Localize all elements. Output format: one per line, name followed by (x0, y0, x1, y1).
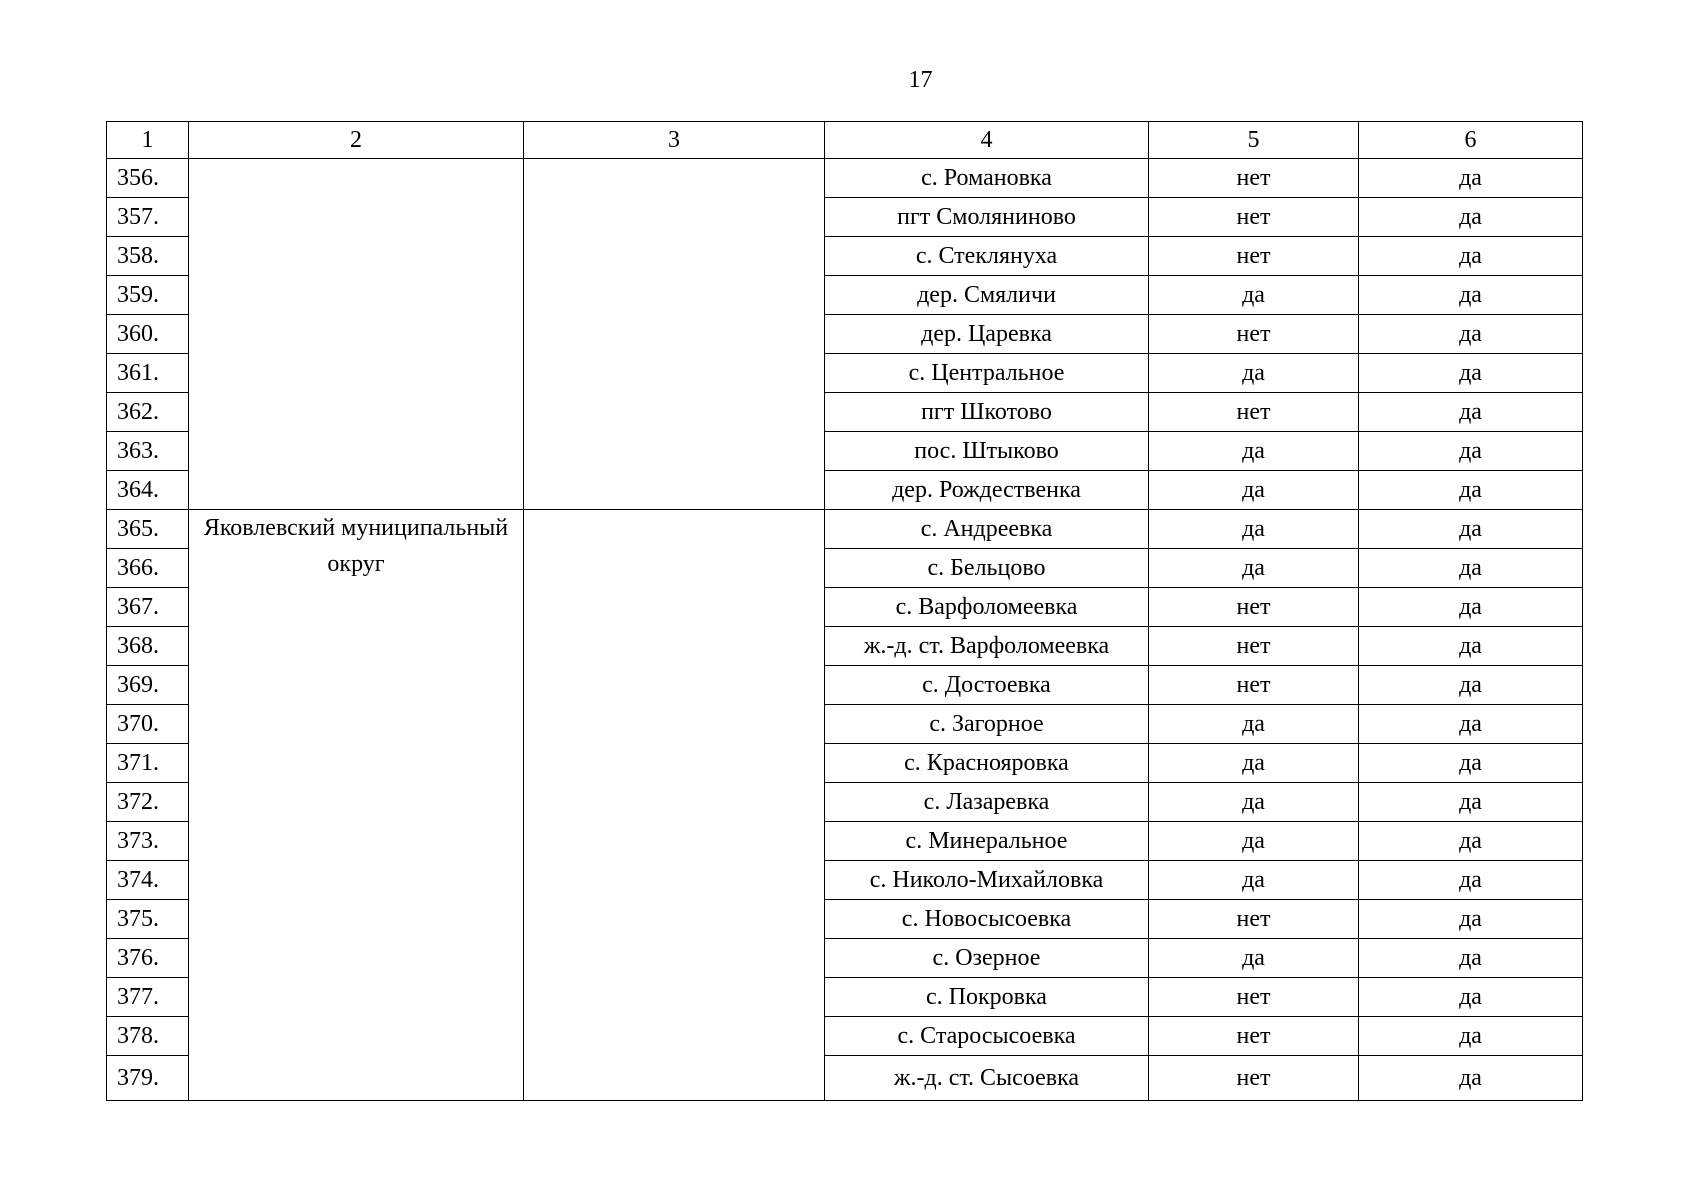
column-5-value: нет (1149, 159, 1359, 198)
locality-name: с. Минеральное (825, 822, 1149, 861)
header-col-3: 3 (524, 122, 825, 159)
column-3-cell (524, 510, 825, 1101)
row-number: 363. (107, 432, 189, 471)
column-6-value: да (1359, 354, 1583, 393)
row-number: 361. (107, 354, 189, 393)
locality-name: пос. Штыково (825, 432, 1149, 471)
column-6-value: да (1359, 549, 1583, 588)
column-6-value: да (1359, 315, 1583, 354)
column-5-value: нет (1149, 237, 1359, 276)
column-5-value: да (1149, 783, 1359, 822)
column-6-value: да (1359, 588, 1583, 627)
column-5-value: да (1149, 432, 1359, 471)
column-6-value: да (1359, 744, 1583, 783)
column-6-value: да (1359, 276, 1583, 315)
locality-name: с. Центральное (825, 354, 1149, 393)
locality-name: ж.-д. ст. Варфоломеевка (825, 627, 1149, 666)
locality-name: пгт Смоляниново (825, 198, 1149, 237)
column-6-value: да (1359, 237, 1583, 276)
column-5-value: да (1149, 705, 1359, 744)
locality-name: с. Покровка (825, 978, 1149, 1017)
locality-name: с. Озерное (825, 939, 1149, 978)
row-number: 374. (107, 861, 189, 900)
column-3-cell (524, 159, 825, 510)
column-6-value: да (1359, 861, 1583, 900)
localities-table (106, 121, 1583, 1101)
column-5-value: нет (1149, 627, 1359, 666)
column-5-value: нет (1149, 588, 1359, 627)
column-5-value: да (1149, 276, 1359, 315)
locality-name: с. Бельцово (825, 549, 1149, 588)
column-5-value: да (1149, 744, 1359, 783)
row-number: 373. (107, 822, 189, 861)
column-5-value: нет (1149, 666, 1359, 705)
page-number: 17 (908, 67, 933, 93)
row-number: 362. (107, 393, 189, 432)
locality-name: с. Романовка (825, 159, 1149, 198)
column-5-value: да (1149, 861, 1359, 900)
table-row (107, 510, 1583, 549)
row-number: 369. (107, 666, 189, 705)
locality-name: дер. Рождественка (825, 471, 1149, 510)
table-body (107, 159, 1583, 1101)
row-number: 370. (107, 705, 189, 744)
column-5-value: да (1149, 822, 1359, 861)
locality-name: с. Лазаревка (825, 783, 1149, 822)
column-5-value: да (1149, 939, 1359, 978)
column-6-value: да (1359, 432, 1583, 471)
locality-name: с. Достоевка (825, 666, 1149, 705)
district-cell (189, 159, 524, 510)
row-number: 378. (107, 1017, 189, 1056)
district-cell (189, 510, 524, 1101)
column-6-value: да (1359, 393, 1583, 432)
row-number: 366. (107, 549, 189, 588)
locality-name: с. Николо-Михайловка (825, 861, 1149, 900)
locality-name: пгт Шкотово (825, 393, 1149, 432)
column-5-value: да (1149, 354, 1359, 393)
column-5-value: нет (1149, 393, 1359, 432)
locality-name: с. Варфоломеевка (825, 588, 1149, 627)
row-number: 379. (107, 1056, 189, 1101)
locality-name: дер. Царевка (825, 315, 1149, 354)
column-6-value: да (1359, 1017, 1583, 1056)
row-number: 357. (107, 198, 189, 237)
column-6-value: да (1359, 939, 1583, 978)
column-5-value: нет (1149, 1056, 1359, 1101)
locality-name: ж.-д. ст. Сысоевка (825, 1056, 1149, 1101)
column-6-value: да (1359, 666, 1583, 705)
header-col-4: 4 (825, 122, 1149, 159)
district-name: Яковлевский муниципальный округ (203, 515, 509, 577)
locality-name: с. Краснояровка (825, 744, 1149, 783)
row-number: 359. (107, 276, 189, 315)
row-number: 376. (107, 939, 189, 978)
column-6-value: да (1359, 198, 1583, 237)
row-number: 372. (107, 783, 189, 822)
locality-name: с. Андреевка (825, 510, 1149, 549)
header-col-2: 2 (189, 122, 524, 159)
column-6-value: да (1359, 705, 1583, 744)
row-number: 368. (107, 627, 189, 666)
header-col-6: 6 (1359, 122, 1583, 159)
locality-name: с. Загорное (825, 705, 1149, 744)
column-6-value: да (1359, 822, 1583, 861)
column-6-value: да (1359, 471, 1583, 510)
column-5-value: да (1149, 549, 1359, 588)
header-col-1: 1 (107, 122, 189, 159)
table-row (107, 159, 1583, 198)
column-5-value: нет (1149, 315, 1359, 354)
row-number: 377. (107, 978, 189, 1017)
column-6-value: да (1359, 159, 1583, 198)
column-5-value: нет (1149, 1017, 1359, 1056)
locality-name: с. Новосысоевка (825, 900, 1149, 939)
row-number: 371. (107, 744, 189, 783)
column-6-value: да (1359, 978, 1583, 1017)
header-col-5: 5 (1149, 122, 1359, 159)
column-5-value: нет (1149, 978, 1359, 1017)
row-number: 367. (107, 588, 189, 627)
column-6-value: да (1359, 900, 1583, 939)
column-6-value: да (1359, 627, 1583, 666)
column-5-value: да (1149, 510, 1359, 549)
locality-name: с. Стеклянуха (825, 237, 1149, 276)
column-6-value: да (1359, 510, 1583, 549)
row-number: 360. (107, 315, 189, 354)
column-5-value: да (1149, 471, 1359, 510)
row-number: 375. (107, 900, 189, 939)
column-5-value: нет (1149, 198, 1359, 237)
column-6-value: да (1359, 783, 1583, 822)
column-6-value: да (1359, 1056, 1583, 1101)
locality-name: дер. Смяличи (825, 276, 1149, 315)
row-number: 356. (107, 159, 189, 198)
column-5-value: нет (1149, 900, 1359, 939)
row-number: 365. (107, 510, 189, 549)
table-header-row (107, 122, 1583, 159)
row-number: 364. (107, 471, 189, 510)
row-number: 358. (107, 237, 189, 276)
locality-name: с. Старосысоевка (825, 1017, 1149, 1056)
